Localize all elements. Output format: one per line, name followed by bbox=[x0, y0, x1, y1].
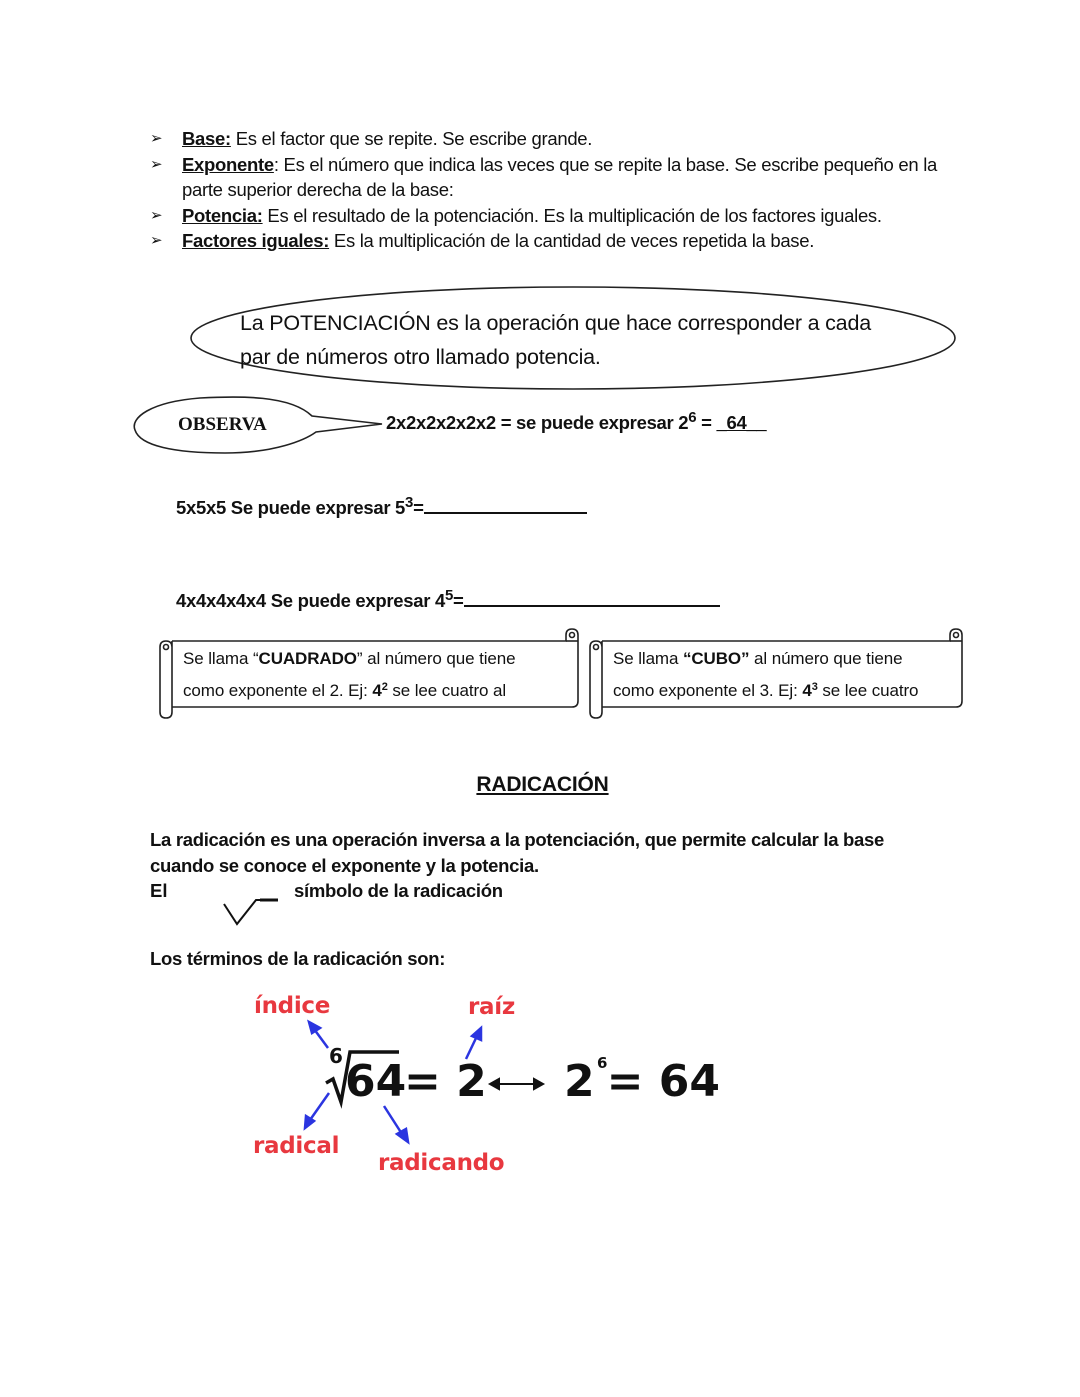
radical-symbol-icon bbox=[224, 900, 278, 924]
radicacion-description: La radicación es una operación inversa a la potenciación, que permite calcular la base cuando se conoce el exponente y la potencia. bbox=[150, 829, 885, 876]
exercise-expression: 5x5x5 Se puede expresar 5 bbox=[176, 497, 406, 518]
arrow-to-raiz bbox=[466, 1028, 481, 1059]
exercise-expression: 4x4x4x4x4 Se puede expresar 4 bbox=[176, 590, 445, 611]
answer-blank-line[interactable] bbox=[464, 591, 720, 607]
symbol-prefix: El bbox=[150, 880, 168, 901]
note-text: como exponente el 2. Ej: bbox=[183, 681, 373, 700]
exercise-item bbox=[176, 587, 720, 612]
double-arrow-icon bbox=[490, 1079, 543, 1089]
note-line bbox=[183, 673, 578, 705]
note-text: como exponente el 3. Ej: bbox=[613, 681, 803, 700]
label-radicando: radicando bbox=[378, 1150, 505, 1176]
arrow-to-radical bbox=[305, 1093, 329, 1128]
answer-blank-line[interactable] bbox=[424, 498, 587, 514]
power-result: = 64 bbox=[606, 1056, 721, 1107]
equals-sign: = bbox=[453, 590, 464, 611]
terms-heading: Los términos de la radicación son: bbox=[150, 948, 446, 969]
power-expression bbox=[564, 1056, 720, 1107]
symbol-label: símbolo de la radicación bbox=[294, 880, 503, 901]
example-exponent: 2 bbox=[381, 681, 388, 693]
equals-sign: = bbox=[696, 412, 712, 433]
note-line bbox=[613, 673, 958, 705]
term-label: Base: bbox=[182, 128, 231, 149]
label-indice: índice bbox=[254, 993, 331, 1019]
power-base: 2 bbox=[564, 1056, 595, 1107]
root-index: 6 bbox=[329, 1044, 343, 1068]
arrowhead-bullet-icon: ➢ bbox=[150, 155, 163, 173]
note-text: al número que tiene bbox=[749, 649, 903, 668]
arrow-to-radicando bbox=[384, 1106, 408, 1142]
example-exponent: 6 bbox=[688, 409, 697, 426]
root-result: = 2 bbox=[404, 1056, 487, 1107]
power-exponent: 6 bbox=[597, 1054, 608, 1072]
label-radical: radical bbox=[253, 1133, 340, 1159]
note-text: se lee cuatro al bbox=[387, 681, 507, 700]
definition-line: par de números otro llamado potencia. bbox=[240, 345, 601, 369]
note-text: se lee cuatro bbox=[817, 681, 919, 700]
term-definition: : Es el número que indica las veces que se repite la base. Se escribe pequeño en la parte superior derecha de la base: bbox=[182, 153, 937, 200]
observa-example bbox=[386, 409, 766, 434]
label-raiz: raíz bbox=[468, 994, 515, 1020]
note-term: CUADRADO bbox=[258, 649, 357, 668]
note-term: “CUBO” bbox=[682, 649, 750, 668]
observa-label: OBSERVA bbox=[178, 414, 267, 435]
term-label: Exponente bbox=[182, 153, 274, 175]
term-definition: Es el resultado de la potenciación. Es la multiplicación de los factores iguales. bbox=[262, 204, 882, 226]
cubo-note bbox=[613, 644, 958, 705]
exercise-exponent: 3 bbox=[405, 494, 414, 511]
arrowhead-bullet-icon: ➢ bbox=[150, 206, 163, 224]
arrowhead-bullet-icon: ➢ bbox=[150, 232, 163, 249]
example-base: 4 bbox=[372, 681, 382, 700]
example-expression: 2x2x2x2x2x2 = se puede expresar 2 bbox=[386, 412, 689, 433]
example-base: 4 bbox=[802, 681, 812, 700]
exercise-item bbox=[176, 494, 587, 519]
note-text: Se llama bbox=[613, 649, 683, 668]
exercise-exponent: 5 bbox=[445, 587, 454, 604]
example-exponent: 3 bbox=[811, 681, 818, 693]
radicand: 64 bbox=[345, 1056, 407, 1107]
note-text: Se llama “ bbox=[183, 649, 259, 668]
potenciacion-definition bbox=[240, 306, 920, 374]
note-line bbox=[613, 644, 958, 673]
note-line bbox=[183, 644, 578, 673]
note-text: ” al número que tiene bbox=[356, 649, 516, 668]
arrow-to-indice bbox=[309, 1022, 328, 1048]
cuadrado-note bbox=[183, 644, 578, 705]
section-title: RADICACIÓN bbox=[476, 773, 609, 796]
arrowhead-bullet-icon: ➢ bbox=[150, 130, 163, 147]
term-definition: Es el factor que se repite. Se escribe grande. bbox=[230, 128, 593, 149]
term-label: Potencia: bbox=[182, 204, 263, 226]
term-definition: Es la multiplicación de la cantidad de veces repetida la base. bbox=[329, 230, 815, 251]
answer-blank: _64__ bbox=[716, 412, 767, 433]
definition-line: La POTENCIACIÓN es la operación que hace corresponder a cada bbox=[240, 311, 871, 335]
term-label: Factores iguales: bbox=[182, 230, 330, 251]
equals-sign: = bbox=[413, 497, 424, 518]
